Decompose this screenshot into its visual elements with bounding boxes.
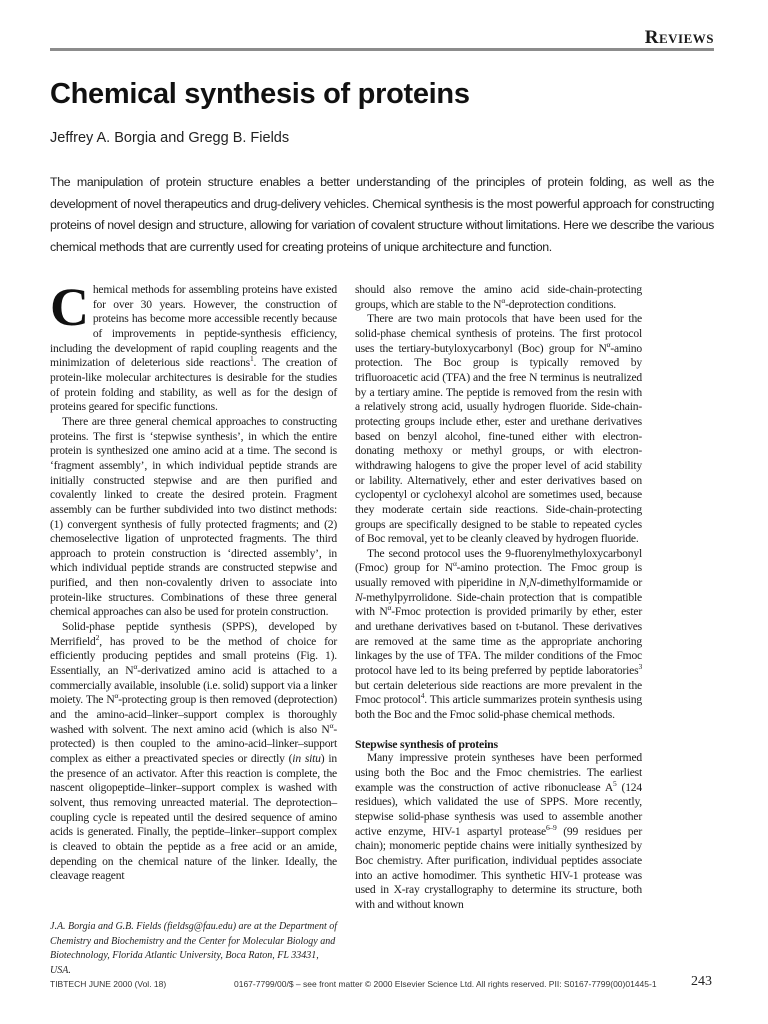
paragraph-spps [50, 620, 337, 884]
paragraph-continuation [355, 283, 642, 312]
text-run: ) in the presence of an activator. After this reaction is complete, the nascent oligopeptide–linker–support complex is washed with solvent, thus removing unreacted material. The deprotection–coupling cycle is repeated until the desired sequence of amino acids is generated. Finally, the peptide–linker–support complex is cleaved to obtain the peptide as a free acid or an amide, depending on the chemical nature of the linker. Ideally, the cleavage reagent [50, 752, 337, 883]
paragraph-stepwise [355, 751, 642, 912]
text-run: -protected) is then coupled to the amino-acid–linker–support complex as either a preactivated species or directly ( [50, 722, 337, 765]
reference-marker: 1 [249, 354, 254, 364]
reference-marker: 2 [95, 632, 100, 642]
reference-marker: 5 [613, 778, 617, 788]
drop-cap: C [50, 277, 89, 337]
text-run: Many impressive protein syntheses have been performed using both the Boc and the Fmoc chemistries. The earliest example was the construction of active ribonuclease A [355, 751, 642, 794]
footer-journal: TIBTECH JUNE 2000 (Vol. 18) [50, 979, 167, 989]
body-column-right [355, 283, 642, 913]
alpha-superscript: α [387, 603, 392, 613]
text-run: -dimethylformamide or [536, 576, 642, 590]
text-run: The second protocol uses the 9-fluorenylmethyloxycarbonyl (Fmoc) group for N [355, 546, 642, 575]
italic-term: in situ [292, 752, 321, 765]
text-run: There are two main protocols that have been used for the solid-phase chemical synthesis of proteins. The first protocol uses the tertiary-butyloxycarbonyl (Boc) group for N [355, 312, 642, 355]
text-run: -protecting group is then removed (deprotection) and the amino-acid–linker–support complex is thoroughly washed with solvent. The next amino acid (which is also N [50, 693, 337, 736]
text-run: hemical methods for assembling proteins have existed for over 30 years. However, the construction of proteins has become more accessible recently because of improvements in peptide-synthesis efficiency, including the development of rapid coupling reagents and the minimization of deleterious side reactions [50, 283, 337, 370]
page-number: 243 [691, 974, 712, 989]
text-run: -amino protection. The Boc group is typically removed by trifluoroacetic acid (TFA) and the free N terminus is neutralized by a tertiary amine. The peptide is removed from the resin with a relatively strong acid, usually hydrogen fluoride. Side-chain-protecting groups include ether, ester and urethane derivatives based on benzyl alcohol, fine-tuned either with electron-donating methoxy or methyl groups, or with electron-withdrawing halogens to give the proper level of acid stability or lability. Alternatively, ether and ester derivatives based on cyclopentyl or cyclohexyl alcohol are sometimes used, because they moderate certain side reactions. Side-chain-protecting groups are specifically designed to be stable to repeated cycles of Boc removal, yet to be cleanly cleaved by hydrogen fluoride. [355, 341, 642, 546]
text-run: but certain deleterious side reactions are more prevalent in the Fmoc protocol [355, 678, 642, 707]
reference-marker: 6–9 [545, 822, 557, 832]
alpha-superscript: α [329, 720, 334, 730]
paragraph-boc [355, 312, 642, 547]
alpha-superscript: α [501, 295, 506, 305]
text-run: -amino protection. The Fmoc group is usually removed with piperidine in [355, 561, 642, 590]
italic-term: N [355, 590, 363, 604]
article-authors: Jeffrey A. Borgia and Gregg B. Fields [50, 130, 290, 146]
text-run: -deprotection conditions. [505, 297, 616, 311]
text-run: (99 residues per chain); monomeric peptide chains were initially synthesized by Boc chemistry. After purification, individual peptides associate into an active homodimer. This synthetic HIV-1 protease was used in X-ray crystallography to determine its structure, both with and without known [355, 824, 642, 911]
footer-copyright: 0167-7799/00/$ – see front matter © 2000 Elsevier Science Ltd. All rights reserved. PII: S0167-7799(00)01445-1 [234, 979, 657, 989]
author-affiliation: J.A. Borgia and G.B. Fields (fieldsg@fau.edu) are at the Department of Chemistry and Biochemistry and the Center for Molecular Biology and Biotechnology, Florida Atlantic University, Boca Raton, FL 33431, USA. [50, 921, 338, 976]
body-column-left [50, 277, 337, 884]
reference-marker: 4 [420, 691, 425, 701]
article-abstract: The manipulation of protein structure enables a better understanding of the principles of protein folding, as well as the development of novel therapeutics and drug-delivery vehicles. Chemical synthesis is the most powerful approach for constructing proteins of novel design and structure, allowing for variation of covalent structure without limitations. Here we describe the various chemical methods that are currently used for creating proteins of unique architecture and function. [50, 175, 714, 254]
text-run: -derivatized amino acid is attached to a commercially available, insoluble (i.e. solid) support via a linker moiety. The N [50, 664, 337, 707]
text-run: -methylpyrrolidone. Side-chain protection that is compatible with N [355, 590, 642, 619]
text-run: . This article summarizes protein synthesis using both the Boc and the Fmoc solid-phase chemical methods. [355, 693, 642, 722]
article-title: Chemical synthesis of proteins [50, 78, 470, 110]
paragraph-approaches: There are three general chemical approaches to constructing proteins. The first is ‘stepwise synthesis’, in which the entire protein is synthesized one amino acid at a time. The second is ‘fragment assembly’, in which individual peptide strands are initially constructed stepwise and are then purified and covalently linked to create the desired protein. Fragment assembly can be further subdivided into two distinct methods: (1) convergent synthesis of fully protected fragments; and (2) chemoselective ligation of unprotected fragments. The third approach to protein construction is ‘directed assembly’, in which individual peptide strands are constructed stepwise and purified, and then non-covalently driven to associate into protein-like structures. Combinations of these three general chemical approaches can also be used for protein construction. [50, 414, 337, 619]
alpha-superscript: α [606, 339, 611, 349]
text-run: . The creation of protein-like molecular architectures is desirable for the studies of protein folding and stability, as well as for the design of proteins geared for specific functions. [50, 356, 337, 414]
text-run: should also remove the amino acid side-chain-protecting groups, which are stable to the N [355, 283, 642, 311]
text-run: Solid-phase peptide synthesis (SPPS), developed by Merrifield [50, 620, 337, 648]
alpha-superscript: α [114, 691, 119, 701]
text-run: -Fmoc protection is provided primarily by ether, ester and urethane derivatives based on t-butanol. These derivatives are removed at the same time as the appropriate anchoring linkages by the use of TFA. The milder conditions of the Fmoc protocol have led to its being preferred by peptide laboratories [355, 605, 642, 678]
header-rule [50, 48, 714, 51]
paragraph-fmoc [355, 547, 642, 723]
paragraph-intro [50, 277, 337, 415]
alpha-superscript: α [133, 662, 138, 672]
subheading-stepwise: Stepwise synthesis of proteins [355, 736, 498, 751]
text-run: (124 residues), which validated the use of SPPS. More recently, stepwise solid-phase synthesis was used to assemble another active enzyme, HIV-1 aspartyl protease [355, 780, 642, 838]
reference-marker: 3 [638, 662, 642, 672]
italic-term: N,N [518, 576, 537, 590]
section-label: Reviews [644, 27, 714, 48]
alpha-superscript: α [452, 559, 457, 569]
text-run: , has proved to be the method of choice for efficiently producing peptides and small proteins (Fig. 1). Essentially, an N [50, 634, 337, 678]
